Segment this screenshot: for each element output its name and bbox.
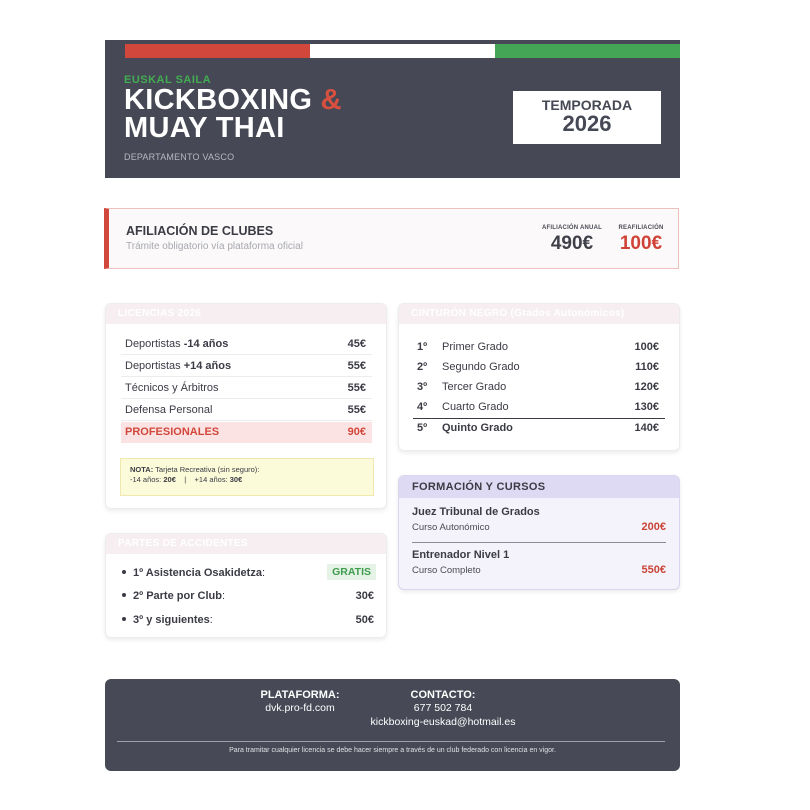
grade-number: 2º: [417, 361, 428, 373]
license-name: Defensa Personal: [125, 404, 213, 416]
flag-white-stripe: [310, 44, 495, 58]
note-text: Tarjeta Recreativa (sin seguro):: [153, 465, 260, 474]
formacion-title: FORMACIÓN Y CURSOS: [399, 476, 679, 498]
footer-divider: [117, 741, 665, 742]
accident-name: [133, 590, 225, 602]
grade-number: 3º: [417, 381, 428, 393]
course-divider: [412, 542, 666, 543]
contact-block: [343, 689, 543, 729]
title-ampersand: &: [320, 84, 342, 116]
grade-price: 130€: [634, 401, 659, 413]
reaffiliation-label: REAFILIACIÓN: [618, 225, 664, 231]
afiliacion-panel: [104, 208, 679, 269]
department-label: DEPARTAMENTO VASCO: [124, 152, 235, 162]
grade-price: 120€: [634, 381, 659, 393]
page-title: [124, 86, 342, 142]
grade-number: 5º: [417, 422, 428, 434]
note-over14-price: 30€: [229, 475, 243, 484]
license-price: 55€: [347, 360, 366, 372]
contact-label: CONTACTO:: [410, 689, 476, 701]
afiliacion-subtitle: Trámite obligatorio vía plataforma oficial: [126, 241, 303, 252]
season-year: 2026: [562, 111, 612, 136]
grade-number: 4º: [417, 401, 428, 413]
course-title: Entrenador Nivel 1: [412, 549, 510, 561]
cinturon-card: [398, 303, 680, 451]
accidentes-card: [105, 533, 387, 638]
license-name-text: Deportistas: [125, 360, 184, 372]
grade-name: Quinto Grado: [442, 422, 513, 434]
note-under14-price: 20€: [163, 475, 176, 484]
license-row: [121, 378, 372, 399]
licencias-title: LICENCIAS 2026: [106, 304, 386, 324]
footer-note: Para tramitar cualquier licencia se debe hacer siempre a través de un club federado con licencia en vigor.: [229, 747, 556, 754]
grade-price: 110€: [635, 361, 659, 373]
accident-row: [121, 588, 376, 608]
license-name: Técnicos y Árbitros: [125, 382, 219, 394]
note-label: NOTA:: [130, 465, 154, 474]
accident-name: [133, 614, 213, 626]
platform-link[interactable]: dvk.pro-fd.com: [265, 702, 335, 714]
accident-colon: :: [209, 614, 213, 626]
contact-email[interactable]: kickboxing-euskad@hotmail.es: [370, 716, 516, 728]
grade-name: Tercer Grado: [442, 381, 507, 393]
afiliacion-title: AFILIACIÓN DE CLUBES: [126, 224, 274, 238]
accident-colon: :: [221, 590, 226, 602]
season-label: TEMPORADA: [541, 97, 633, 113]
grade-name: Segundo Grado: [442, 361, 520, 373]
grade-row: [413, 358, 665, 378]
grade-row: [413, 338, 665, 358]
reaffiliation-fee: [613, 225, 669, 255]
accidentes-title: PARTES DE ACCIDENTES: [106, 534, 386, 554]
grade-row: [413, 418, 665, 438]
license-row: [121, 356, 372, 377]
accident-row: [121, 565, 376, 585]
reaffiliation-price: 100€: [619, 233, 663, 254]
course-price: 200€: [641, 521, 666, 533]
license-name: PROFESIONALES: [125, 426, 220, 438]
annual-fee-price: 490€: [550, 233, 594, 254]
note-under14: -14 años:: [130, 475, 164, 484]
license-price: 90€: [347, 426, 366, 438]
accident-row: [121, 612, 376, 632]
bullet-icon: [122, 617, 126, 621]
license-name-bold: +14 años: [183, 360, 232, 372]
grade-number: 1º: [417, 341, 428, 353]
title-line2: MUAY THAI: [124, 112, 285, 144]
course-subtitle: Curso Autonómico: [412, 522, 490, 533]
license-row: [121, 400, 372, 421]
accident-colon: :: [261, 567, 266, 579]
accident-price: 30€: [355, 590, 374, 602]
grade-name: Cuarto Grado: [442, 401, 509, 413]
license-row-professional: [121, 422, 372, 443]
license-name-text: Deportistas: [125, 338, 184, 350]
note-separator: |: [184, 475, 187, 484]
license-row: [121, 334, 372, 355]
licencias-card: [105, 303, 387, 509]
license-price: 55€: [347, 382, 366, 394]
grade-price: 140€: [634, 422, 659, 434]
grade-row: [413, 378, 665, 398]
contact-phone[interactable]: 677 502 784: [413, 702, 473, 714]
platform-label: PLATAFORMA:: [260, 689, 340, 701]
formacion-card: [398, 475, 680, 590]
bullet-icon: [122, 593, 126, 597]
license-note: [120, 458, 374, 496]
accident-price: 50€: [355, 614, 374, 626]
annual-fee: [541, 225, 603, 255]
flag-red-stripe: [125, 44, 310, 58]
title-line1: KICKBOXING: [124, 84, 313, 116]
license-name: [125, 338, 228, 350]
course-title: Juez Tribunal de Grados: [412, 506, 540, 518]
course-item: [412, 506, 666, 546]
license-name: [125, 360, 231, 372]
accident-name-text: 2º Parte por Club: [133, 590, 222, 602]
accident-name: [133, 567, 265, 579]
license-price: 45€: [347, 338, 366, 350]
grade-row: [413, 398, 665, 418]
note-over14: +14 años:: [194, 475, 230, 484]
course-item: [412, 549, 666, 589]
license-price: 55€: [347, 404, 366, 416]
accident-name-text: 3º y siguientes: [133, 614, 210, 626]
flag-green-stripe: [495, 44, 680, 58]
annual-fee-label: AFILIACIÓN ANUAL: [542, 225, 602, 231]
course-subtitle: Curso Completo: [412, 565, 481, 576]
free-badge: GRATIS: [327, 564, 376, 580]
bullet-icon: [122, 570, 126, 574]
header-banner: [105, 40, 680, 178]
cinturon-title: CINTURÓN NEGRO (Grados Autonómicos): [399, 304, 679, 324]
course-price: 550€: [641, 564, 666, 576]
header-subtitle: EUSKAL SAILA: [124, 74, 212, 86]
grade-price: 100€: [634, 341, 659, 353]
flag-stripe: [125, 44, 680, 58]
accident-name-text: 1º Asistencia Osakidetza: [133, 567, 262, 579]
license-name-bold: -14 años: [183, 338, 229, 350]
grade-name: Primer Grado: [442, 341, 509, 353]
footer: [105, 679, 680, 771]
season-box: [513, 91, 661, 144]
